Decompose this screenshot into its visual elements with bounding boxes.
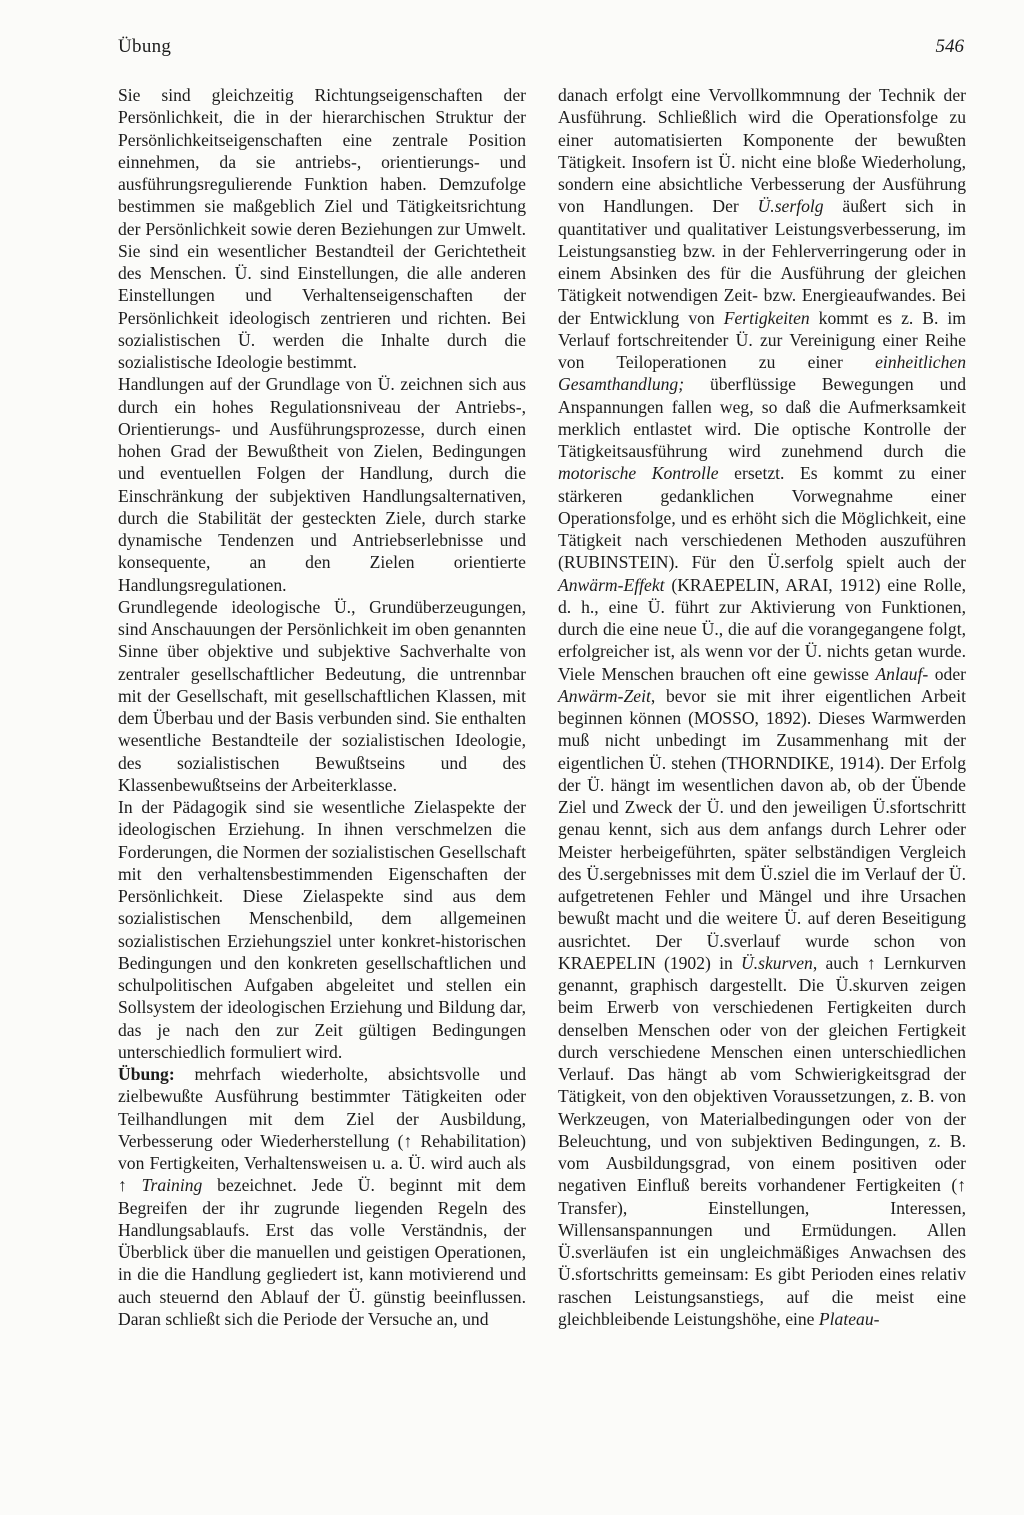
italic-term: Fertigkeiten: [723, 307, 810, 328]
italic-term: Ü.serfolg: [757, 196, 824, 217]
text-run: Sie sind gleichzeitig Richtungseigenschaften der Persönlichkeit, die in der hierarchischen Struktur der Persönlichkeitseigenschaften eine zentrale Position einnehmen, da sie antriebs-, orientierungs- und ausführungsregulierende Funktion haben. Demzufolge bestimmen sie maßgeblich Ziel und Tätigkeitsrichtung der Persönlichkeit sowie deren Beziehungen zur Umwelt. Sie sind ein wesentlicher Bestandteil der Gerichtetheit des Menschen. Ü. sind Einstellungen, die alle anderen Einstellungen und Verhaltenseigenschaften der Persönlichkeit ideologisch zentrieren und richten. Bei sozialistischen Ü. werden die Inhalte durch die sozialistische Ideologie bestimmt.: [118, 85, 526, 372]
text-run: oder: [928, 663, 966, 684]
italic-term: einheitlichen Gesamthandlung;: [558, 352, 966, 395]
text-run: ersetzt. Es kommt zu einer stärkeren gedanklichen Vorwegnahme einer Operationsfolge, und es erhöht sich die Möglichkeit, eine Tätigkeit nach verschiedenen Methoden auszuführen (RUBINSTEIN). Für den Ü.serfolg spielt auch der: [558, 463, 966, 573]
italic-term: Anwärm-Zeit: [558, 685, 651, 706]
paragraph: [118, 796, 526, 1063]
paragraph: [118, 596, 526, 796]
left-column: [118, 84, 526, 1330]
page-number: 546: [935, 36, 964, 57]
italic-term: Anwärm-Effekt: [558, 574, 665, 595]
bold-lemma: Übung:: [118, 1064, 175, 1084]
text-run: danach erfolgt eine Vervollkommnung der Technik der Ausführung. Schließlich wird die Operationsfolge zu einer automatisierten Komponente der bewußten Tätigkeit. Insofern ist Ü. nicht eine bloße Wiederholung, sondern eine absichtliche Verbesserung der Ausführung von Handlungen. Der: [558, 85, 966, 217]
italic-term: Plateau-: [818, 1308, 880, 1329]
text-run: , bevor sie mit ihrer eigentlichen Arbeit beginnen können (MOSSO, 1892). Dieses Warmwerden muß nicht unbedingt im Zusammenhang mit der eigentlichen Ü. stehen (THORNDIKE, 1914). Der Erfolg der Ü. hängt im wesentlichen davon ab, ob der Übende Ziel und Zweck der Ü. und den jeweiligen Ü.sfortschritt genau kennt, sich aus dem anfangs durch Lehrer oder Meister herbeigeführten, später selbständigen Vergleich des Ü.sergebnisses mit dem Ü.sziel die im Verlauf der Ü. aufgetretenen Fehler und Mängel und ihre Ursachen bewußt macht und die weitere Ü. auf deren Beseitigung ausrichtet. Der Ü.sverlauf wurde schon von KRAEPELIN (1902) in: [558, 685, 966, 973]
running-head: Übung: [118, 36, 172, 57]
italic-term: Anlauf-: [875, 663, 929, 684]
text-run: In der Pädagogik sind sie wesentliche Zielaspekte der ideologischen Erziehung. In ihnen verschmelzen die Forderungen, die Normen der sozialistischen Gesellschaft mit den verhaltensbestimmenden Eigenschaften der Persönlichkeit. Diese Zielaspekte sind aus dem sozialistischen Menschenbild, dem allgemeinen sozialistischen Erziehungsziel unter konkret-historischen Bedingungen und den konkreten gesellschaftlichen und schulpolitischen Aufgaben abgeleitet und stellen ein Sollsystem der ideologischen Erziehung und Bildung dar, das je nach den zur Zeit gültigen Bedingungen unterschiedlich formuliert wird.: [118, 797, 526, 1062]
paragraph: [118, 373, 526, 596]
text-run: , auch ↑ Lernkurven genannt, graphisch dargestellt. Die Ü.skurven zeigen beim Erwerb von verschiedenen Fertigkeiten durch denselben Menschen oder von der gleichen Fertigkeit durch verschiedene Menschen einen unterschiedlichen Verlauf. Das hängt ab vom Schwierigkeitsgrad der Tätigkeit, von den objektiven Voraussetzungen, z. B. von Werkzeugen, von Materialbedingungen oder von der Beleuchtung, und von subjektiven Bedingungen, z. B. vom Ausbildungsgrad, von einem positiven oder negativen Einfluß bereits vorhandener Fertigkeiten (↑ Transfer), Einstellungen, Interessen, Willensanspannungen und Ermüdungen. Allen Ü.sverläufen ist ein ungleichmäßiges Anwachsen des Ü.sfortschritts gemeinsam: Es gibt Perioden eines relativ raschen Leistungsanstiegs, auf die meist eine gleichbleibende Leistungshöhe, eine: [558, 952, 966, 1329]
paragraph-continued: [558, 84, 966, 1330]
text-run: (KRAEPELIN, ARAI, 1912) eine Rolle, d. h., eine Ü. führt zur Aktivierung von Funktionen, durch die eine neue Ü., die auf die vorangegangene folgt, erfolgreicher ist, als wenn vor der Ü. nichts getan wurde. Viele Menschen brauchen oft eine gewisse: [558, 574, 966, 684]
text-run: Grundlegende ideologische Ü., Grundüberzeugungen, sind Anschauungen der Persönlichkeit im oben genannten Sinne über objektive und subjektive Sachverhalte von zentraler gesellschaftlicher Bedeutung, die untrennbar mit der Gesellschaft, mit gesellschaftlichen Klassen, mit dem Überbau und der Basis verbunden sind. Sie enthalten wesentliche Bestandteile der sozialistischen Ideologie, des sozialistischen Bewußtseins und des Klassenbewußtseins der Arbeiterklasse.: [118, 596, 526, 795]
text-run: bezeichnet. Jede Ü. beginnt mit dem Begreifen der ihr zugrunde liegenden Regeln des Handlungsablaufs. Erst das volle Verständnis, der Überblick über die manuellen und geistigen Operationen, in die die Handlung gegliedert ist, kann motivierend und auch steuernd den Ablauf der Ü. günstig beeinflussen. Daran schließt sich die Periode der Versuche an, und: [118, 1175, 526, 1329]
italic-term: Training: [141, 1175, 203, 1196]
text-run: Handlungen auf der Grundlage von Ü. zeichnen sich aus durch ein hohes Regulationsniveau der Antriebs-, Orientierungs- und Ausführungsprozesse, durch einen hohen Grad der Bewußtheit von Zielen, Bedingungen und eventuellen Folgen der Handlung, durch die Einschränkung der subjektiven Handlungsalternativen, durch die Stabilität der gesteckten Ziele, durch starke dynamische Tendenzen und Antriebserlebnisse und konsequente, an den Zielen orientierte Handlungsregulationen.: [118, 374, 526, 595]
text-run: mehrfach wiederholte, absichtsvolle und zielbewußte Ausführung bestimmter Tätigkeiten oder Teilhandlungen mit dem Ziel der Ausbildung, Verbesserung oder Wiederherstellung (↑ Rehabilitation) von Fertigkeiten, Verhaltensweisen u. a. Ü. wird auch als ↑: [118, 1064, 526, 1196]
entry-uebung: [118, 1063, 526, 1330]
text-run: kommt es z. B. im Verlauf fortschreitender Ü. zur Vereinigung einer Reihe von Teiloperationen zu einer: [558, 307, 966, 372]
italic-term: Ü.skurven: [741, 952, 813, 973]
text-run: äußert sich in quantitativer und qualitativer Leistungsverbesserung, im Leistungsanstieg bzw. in der Fehlerverringerung oder in einem Absinken des für die Ausführung der gleichen Tätigkeit notwendigen Zeit- bzw. Energieaufwandes. Bei der Entwicklung von: [558, 196, 966, 328]
italic-term: motorische Kontrolle: [558, 463, 719, 484]
text-run: überflüssige Bewegungen und Anspannungen fallen weg, so daß die Aufmerksamkeit merklich entlastet wird. Die optische Kontrolle der Tätigkeitsausführung wird zunehmend durch die: [558, 374, 966, 461]
right-column: [558, 84, 966, 1330]
paragraph: [118, 84, 526, 373]
